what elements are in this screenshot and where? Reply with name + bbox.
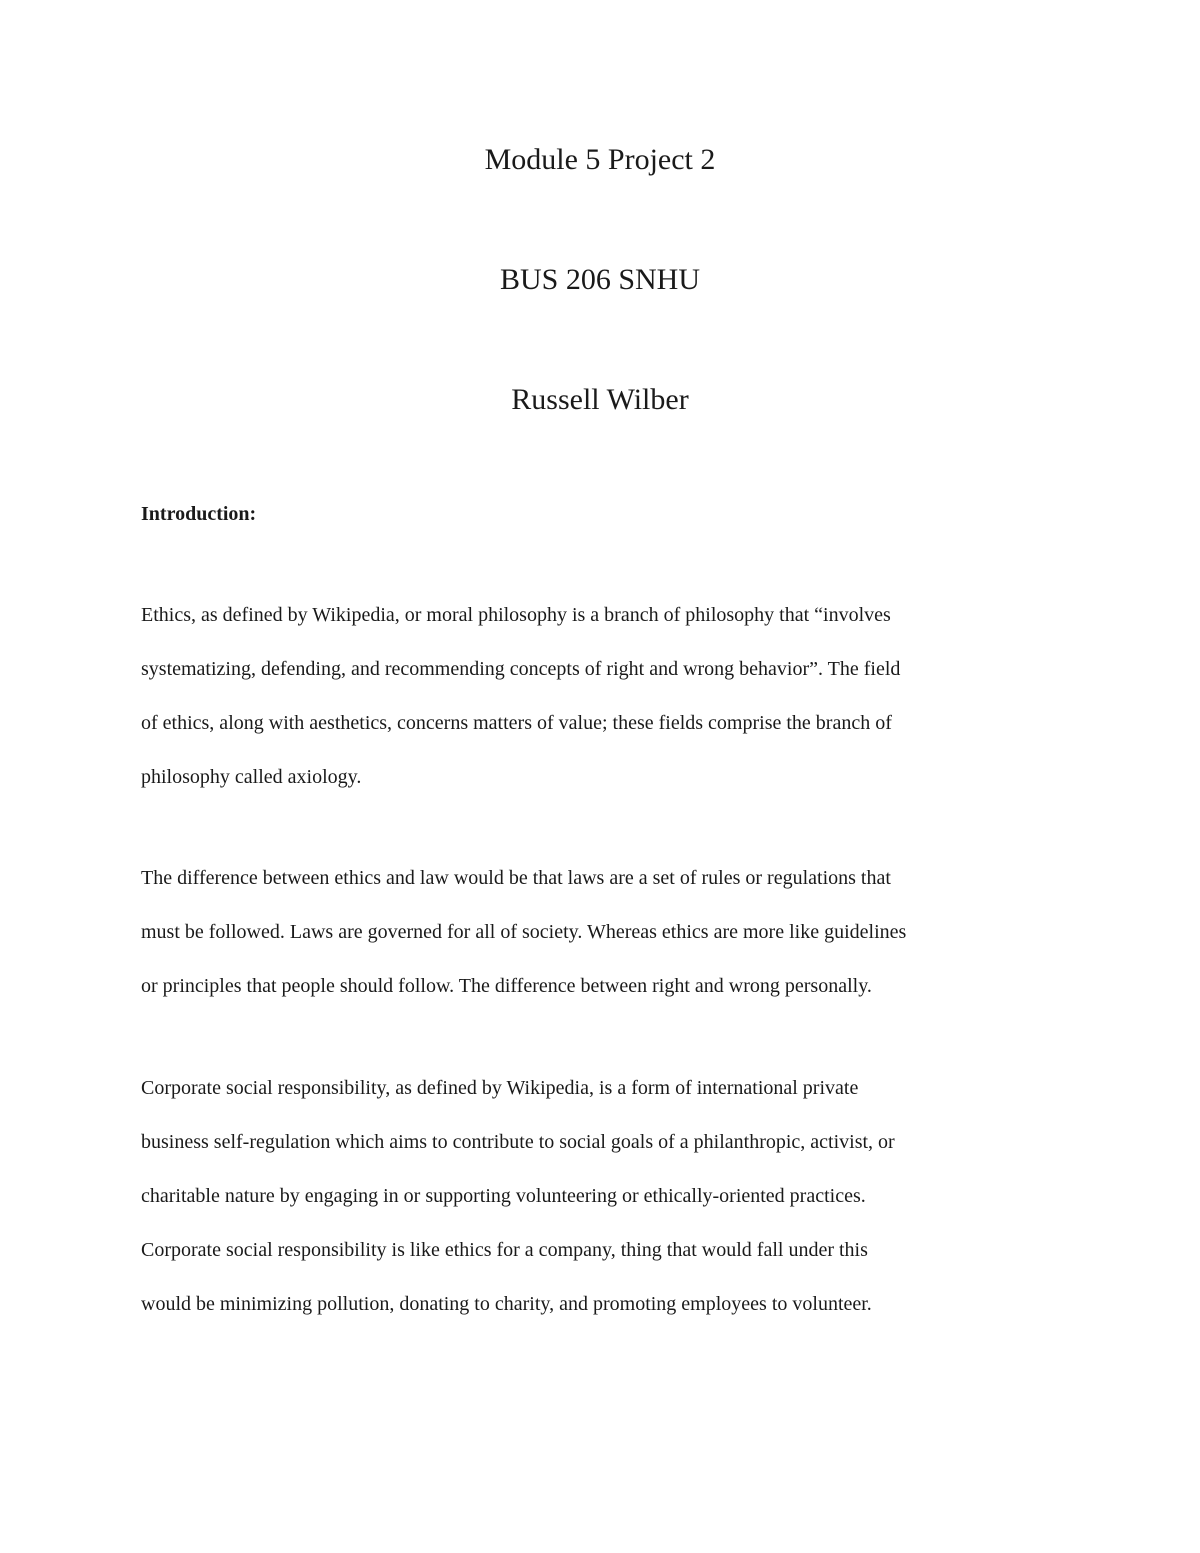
paragraph-line: of ethics, along with aesthetics, concerns matters of value; these fields comprise the branch of xyxy=(141,712,892,734)
paragraph-line: systematizing, defending, and recommending concepts of right and wrong behavior”. The field xyxy=(141,658,901,680)
document-title: Module 5 Project 2 xyxy=(484,143,716,176)
course-name: BUS 206 SNHU xyxy=(499,263,701,296)
paragraph-line: Corporate social responsibility is like ethics for a company, thing that would fall under this xyxy=(141,1239,868,1261)
paragraph-ethics-definition xyxy=(141,588,1071,804)
paragraph-ethics-vs-law xyxy=(141,851,1071,1013)
paragraph-line: business self-regulation which aims to contribute to social goals of a philanthropic, activist, or xyxy=(141,1131,895,1153)
paragraph-line: or principles that people should follow. The difference between right and wrong personally. xyxy=(141,975,872,997)
paragraph-line: philosophy called axiology. xyxy=(141,766,362,788)
paragraph-line: must be followed. Laws are governed for all of society. Whereas ethics are more like guidelines xyxy=(141,921,907,943)
paragraph-line: Corporate social responsibility, as defined by Wikipedia, is a form of international private xyxy=(141,1077,859,1099)
paragraph-line: Ethics, as defined by Wikipedia, or moral philosophy is a branch of philosophy that “involves xyxy=(141,604,891,626)
paragraph-corporate-social-responsibility xyxy=(141,1061,1071,1331)
paragraph-line: would be minimizing pollution, donating to charity, and promoting employees to volunteer. xyxy=(141,1293,872,1315)
paragraph-line: charitable nature by engaging in or supporting volunteering or ethically-oriented practices. xyxy=(141,1185,866,1207)
section-heading-introduction: Introduction: xyxy=(141,503,257,525)
author-name: Russell Wilber xyxy=(511,383,689,416)
paragraph-line: The difference between ethics and law would be that laws are a set of rules or regulations that xyxy=(141,867,891,889)
